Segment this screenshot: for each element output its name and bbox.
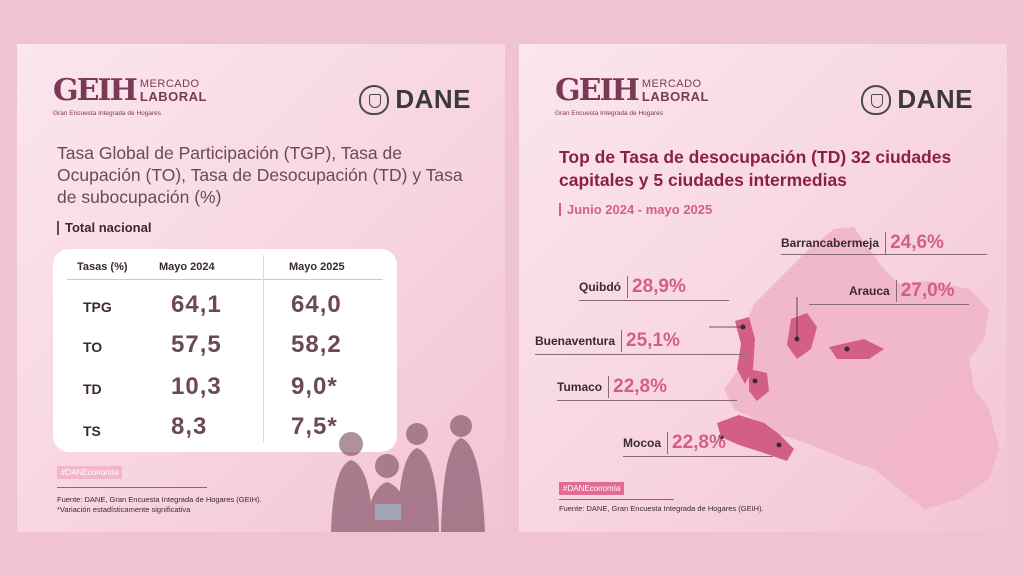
leader-quibdo [579, 300, 729, 301]
header-2024: Mayo 2024 [159, 261, 215, 273]
footnote-left [57, 495, 262, 515]
subtitle-bar [57, 221, 59, 235]
value-to-2025: 58,2 [291, 331, 342, 358]
left-card [17, 44, 505, 532]
city-value-tumaco: 22,8% [608, 376, 667, 398]
city-quibdo [579, 276, 686, 298]
hashtag-right: #DANEconomía [559, 482, 624, 495]
city-name-mocoa: Mocoa [623, 436, 662, 450]
geih-subtitle-right: Gran Encuesta Integrada de Hogares [555, 110, 664, 117]
left-subtitle-text: Total nacional [65, 220, 152, 235]
value-to-2024: 57,5 [171, 331, 222, 358]
leader-arauca [809, 304, 969, 305]
geih-logo [53, 73, 207, 108]
significance-note: *Variación estadísticamente significativa [57, 505, 191, 514]
coat-of-arms-icon [861, 85, 891, 115]
geih-logo-right [555, 73, 709, 108]
geih-mark-right: GEIH [555, 73, 638, 108]
right-card [519, 44, 1007, 532]
leader-buenaventura [535, 354, 745, 355]
city-tumaco [557, 376, 667, 398]
city-name-arauca: Arauca [849, 284, 890, 298]
city-mocoa [623, 432, 726, 454]
leader-tumaco [557, 400, 737, 401]
coat-of-arms-icon [359, 85, 389, 115]
city-value-arauca: 27,0% [896, 280, 955, 302]
city-value-mocoa: 22,8% [667, 432, 726, 454]
row-label-td: TD [83, 381, 102, 397]
city-name-buenaventura: Buenaventura [535, 334, 616, 348]
city-barrancabermeja [781, 232, 944, 254]
right-title: Top de Tasa de desocupación (TD) 32 ciudades capitales y 5 ciudades intermedias [559, 147, 952, 190]
buenaventura-dot [753, 379, 758, 384]
geih-line2: LABORAL [139, 89, 207, 104]
footnote-divider-left [57, 487, 207, 488]
geih-line1: MERCADO [139, 78, 200, 90]
leader-mocoa [623, 456, 773, 457]
arauca-dot [845, 347, 850, 352]
dane-wordmark-right: DANE [897, 84, 973, 114]
value-tpg-2025: 64,0 [291, 291, 342, 318]
column-divider [263, 255, 264, 443]
footnote-divider-right [559, 499, 674, 500]
city-value-barrancabermeja: 24,6% [885, 232, 944, 254]
right-subtitle-text: Junio 2024 - mayo 2025 [567, 202, 713, 217]
value-tpg-2024: 64,1 [171, 291, 222, 318]
row-label-ts: TS [83, 423, 101, 439]
leader-barrancabermeja [781, 254, 987, 255]
header-2025: Mayo 2025 [289, 261, 345, 273]
source-note-left: Fuente: DANE, Gran Encuesta Integrada de Hogares (GEIH). [57, 495, 262, 504]
people-photo [321, 404, 491, 532]
colombia-shape [724, 227, 999, 509]
dane-logo-right [861, 84, 973, 115]
left-title: Tasa Global de Participación (TGP), Tasa de Ocupación (TO), Tasa de Desocupación (TD) y Tasa de subocupación (%) [57, 143, 463, 207]
left-subtitle [57, 220, 151, 235]
hashtag-left: #DANEconomía [57, 466, 122, 479]
geih-subtitle: Gran Encuesta Integrada de Hogares [53, 110, 162, 117]
row-label-tpg: TPG [83, 299, 112, 315]
source-note-right: Fuente: DANE, Gran Encuesta Integrada de Hogares (GEIH). [559, 504, 764, 513]
dane-wordmark: DANE [395, 84, 471, 114]
geih-line2-right: LABORAL [641, 89, 709, 104]
value-ts-2024: 8,3 [171, 413, 208, 440]
header-divider [67, 279, 383, 280]
city-name-quibdo: Quibdó [579, 280, 621, 294]
value-ts-2025: 7,5* [291, 413, 338, 440]
city-value-quibdo: 28,9% [627, 276, 686, 298]
row-label-to: TO [83, 339, 103, 355]
city-arauca [849, 280, 955, 302]
geih-mark: GEIH [53, 73, 136, 108]
dane-logo [359, 84, 471, 115]
city-buenaventura [535, 330, 680, 352]
value-td-2024: 10,3 [171, 373, 222, 400]
city-name-tumaco: Tumaco [557, 380, 603, 394]
mocoa-dot [777, 443, 782, 448]
city-value-buenaventura: 25,1% [621, 330, 680, 352]
header-tasas: Tasas (%) [77, 261, 128, 273]
city-name-barrancabermeja: Barrancabermeja [781, 236, 880, 250]
geih-line1-right: MERCADO [641, 78, 702, 90]
subtitle-bar-right [559, 203, 561, 216]
value-td-2025: 9,0* [291, 373, 338, 400]
